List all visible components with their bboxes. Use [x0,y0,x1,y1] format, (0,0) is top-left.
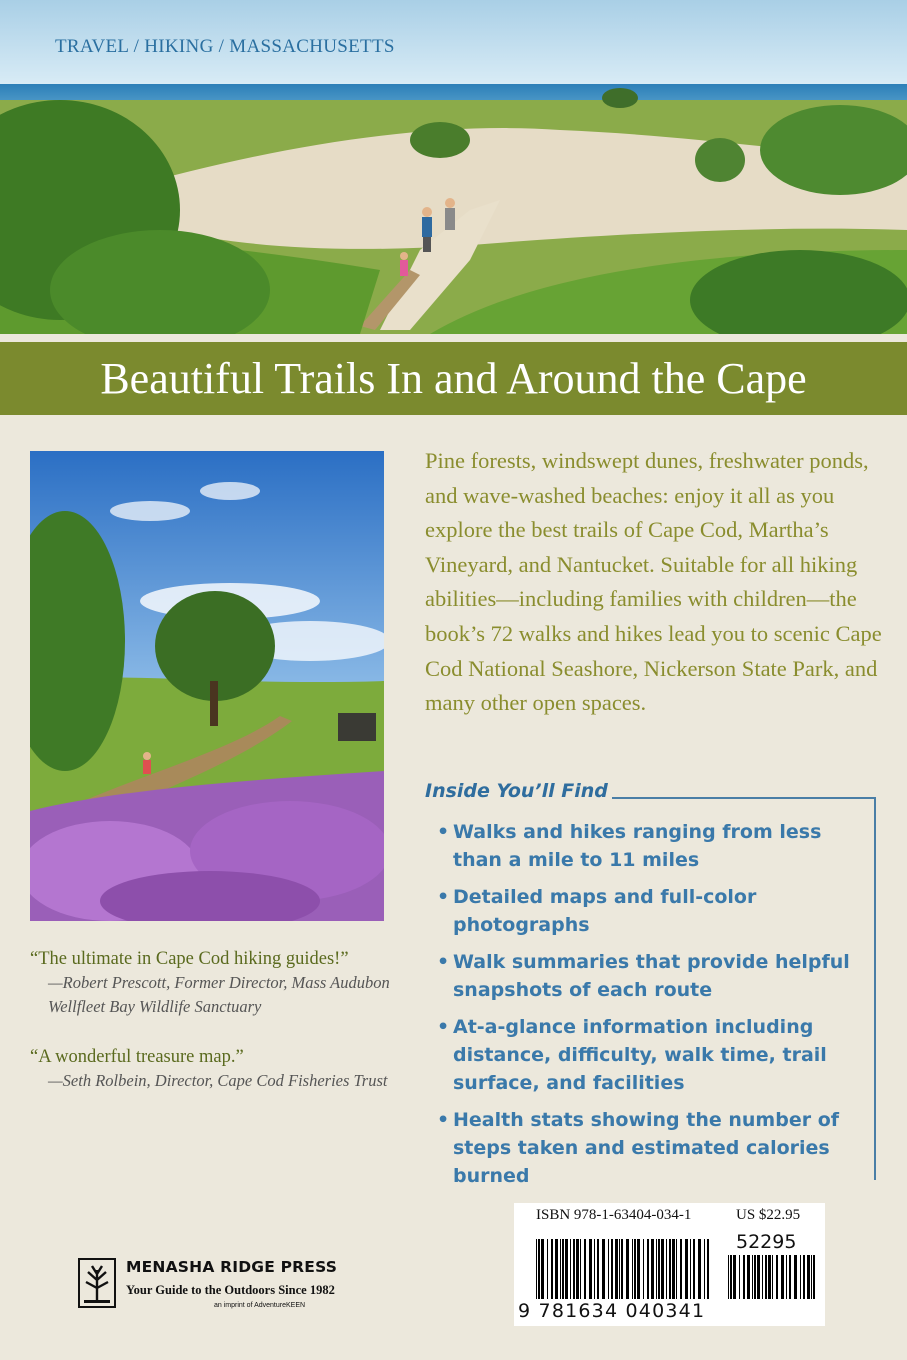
title-band [0,342,907,415]
barcode-bar [658,1239,660,1299]
barcode-bar [676,1239,677,1299]
inside-title: Inside You’ll Find [425,780,608,802]
description: Pine forests, windswept dunes, freshwater ponds, and wave-washed beaches: enjoy it all as you explore the best trails of Cape Cod, Martha’s Vineyard, and Nantucket. Suitable for all hiking abilities—including families with children—the book’s 72 walks and hikes lead you to scenic Cape Cod National Seashore, Nickerson State Park, and many other open spaces. [425,448,882,716]
barcode-bar [538,1239,540,1299]
barcode-bar [643,1239,644,1299]
barcode-bar [813,1255,815,1299]
barcode [514,1203,825,1326]
barcode-bar [584,1239,586,1299]
barcode-bar [656,1239,657,1299]
price-code: 52295 [736,1231,797,1253]
barcode-bar [698,1239,701,1299]
band-title: Beautiful Trails In and Around the Cape [100,354,807,403]
barcode-bar [615,1239,618,1299]
barcode-bar [680,1239,682,1299]
barcode-bar [573,1239,575,1299]
list-item: • Walk summaries that provide helpful snapshots of each route [437,948,857,1004]
barcode-bar [555,1239,558,1299]
quote-2 [30,1045,430,1093]
barcode-bar [597,1239,599,1299]
barcode-bar [733,1255,736,1299]
barcode-bar [747,1255,750,1299]
list-item: • At-a-glance information including distance, difficulty, walk time, trail surface, and facilities [437,1013,857,1097]
barcode-bar [589,1239,592,1299]
barcode-bar [707,1239,709,1299]
barcode-bar [602,1239,605,1299]
inside-section [425,780,877,1187]
barcode-bar [807,1255,810,1299]
barcode-bar [562,1239,564,1299]
quote-source: —Robert Prescott, Former Director, Mass Audubon Wellfleet Bay Wildlife Sanctuary [48,973,390,1016]
price-label: US $22.95 [736,1207,801,1223]
barcode-bar [743,1255,745,1299]
barcode-bar [560,1239,561,1299]
barcode-bar [608,1239,609,1299]
barcode-bar [565,1239,568,1299]
trail-photo [30,451,384,921]
barcode-bar [739,1255,740,1299]
barcode-bar [647,1239,649,1299]
barcode-bar [669,1239,671,1299]
quote-source: —Seth Rolbein, Director, Cape Cod Fisheries Trust [48,1071,388,1090]
barcode-bar [811,1255,812,1299]
list-item: • Walks and hikes ranging from less than a mile to 11 miles [437,818,857,874]
hero-photo [0,0,907,334]
publisher-tagline: Your Guide to the Outdoors Since 1982 [126,1283,335,1297]
category-label: TRAVEL / HIKING / MASSACHUSETTS [55,36,395,57]
barcode-bar [794,1255,797,1299]
tree-logo-icon [78,1258,116,1308]
divider [874,797,876,1180]
barcode-bar [786,1255,787,1299]
barcode-bar [637,1239,640,1299]
barcode-bar [690,1239,691,1299]
quote-1 [30,947,430,1019]
barcode-bar [666,1239,667,1299]
barcode-bar [752,1255,753,1299]
quote-text: “The ultimate in Cape Cod hiking guides!” [30,949,349,969]
barcode-bar [536,1239,537,1299]
list-item: • Detailed maps and full-color photographs [437,883,857,939]
divider [612,797,876,799]
isbn-label: ISBN 978-1-63404-034-1 [536,1207,692,1223]
barcode-bar [789,1255,791,1299]
barcode-bar [762,1255,763,1299]
barcode-bar [768,1255,771,1299]
barcode-bar [619,1239,620,1299]
barcode-bar [570,1239,571,1299]
barcode-bar [551,1239,553,1299]
barcode-bar [580,1239,581,1299]
barcode-bar [781,1255,784,1299]
list-item: • Health stats showing the number of steps taken and estimated calories burned [437,1106,857,1190]
barcode-bar [765,1255,767,1299]
barcode-bar [800,1255,801,1299]
barcode-bar [685,1239,688,1299]
barcode-bar [776,1255,778,1299]
barcode-bar [704,1239,705,1299]
barcode-bar [730,1255,732,1299]
barcode-bar [672,1239,675,1299]
barcode-bar [757,1255,760,1299]
barcode-bar [651,1239,654,1299]
barcode-bar [626,1239,629,1299]
isbn-digits: 9 781634 040341 [518,1300,706,1322]
publisher-name: MENASHA RIDGE PRESS [126,1258,338,1276]
barcode-bar [693,1239,695,1299]
barcode-bar [594,1239,595,1299]
barcode-bar [634,1239,636,1299]
barcode-bar [621,1239,623,1299]
barcode-bar [754,1255,756,1299]
barcode-bar [547,1239,548,1299]
barcode-bar [576,1239,579,1299]
barcode-bar [611,1239,613,1299]
feature-list [437,818,857,1199]
publisher-imprint: an imprint of AdventureKEEN [214,1302,306,1309]
barcode-bar [541,1239,544,1299]
barcode-bar [632,1239,633,1299]
barcode-bar [803,1255,805,1299]
quote-text: “A wonderful treasure map.” [30,1047,244,1067]
publisher-logo [78,1256,348,1312]
barcode-bar [772,1255,773,1299]
barcode-bar [728,1255,729,1299]
barcode-bar [661,1239,664,1299]
